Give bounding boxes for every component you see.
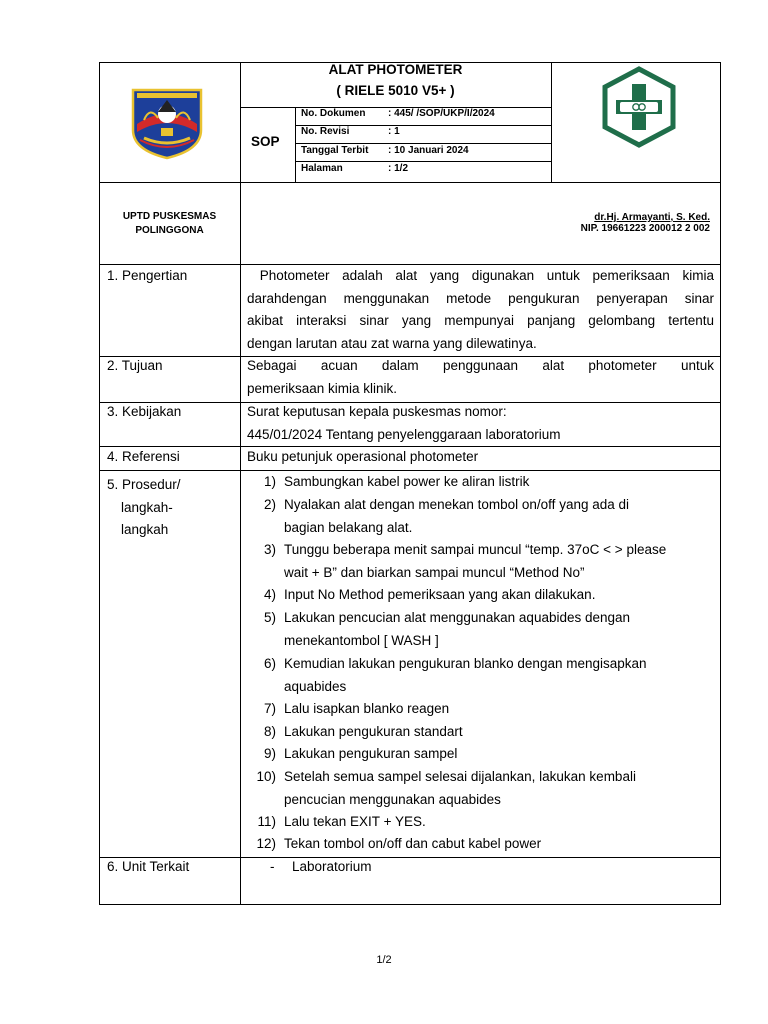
unit-terkait-value: Laboratorium xyxy=(292,859,372,874)
section-referensi-content: Buku petunjuk operasional photometer xyxy=(247,449,479,464)
sop-label: SOP xyxy=(251,134,280,149)
document-title: ALAT PHOTOMETER xyxy=(328,62,463,77)
signer-block xyxy=(551,212,710,234)
section-label-unit-terkait: 6. Unit Terkait xyxy=(107,859,190,874)
section-label-kebijakan: 3. Kebijakan xyxy=(107,404,182,419)
meta-value-no-revisi: : 1 xyxy=(388,126,400,137)
meta-value-halaman: : 1/2 xyxy=(388,163,409,174)
meta-value-no-dokumen: : 445/ /SOP/UKP/I/2024 xyxy=(388,108,495,119)
meta-label-no-revisi: No. Revisi xyxy=(301,126,350,137)
section-label-tujuan: 2. Tujuan xyxy=(107,358,163,373)
unit-terkait-bullet: - xyxy=(270,859,275,874)
section-label-prosedur: 5. Prosedur/ langkah- langkah xyxy=(107,477,181,538)
meta-value-tanggal-terbit: : 10 Januari 2024 xyxy=(388,145,469,156)
meta-label-no-dokumen: No. Dokumen xyxy=(301,108,366,119)
page-number: 1/2 xyxy=(376,954,392,966)
regional-emblem-icon xyxy=(128,84,206,160)
section-label-pengertian: 1. Pengertian xyxy=(107,268,188,283)
meta-label-halaman: Halaman xyxy=(301,163,343,174)
meta-label-tanggal-terbit: Tanggal Terbit xyxy=(301,145,369,156)
section-label-referensi: 4. Referensi xyxy=(107,449,180,464)
signer-nip: NIP. 19661223 200012 2 002 xyxy=(580,223,710,234)
puskesmas-cross-icon xyxy=(598,66,680,148)
signer-name: dr.Hj. Armayanti, S. Ked. xyxy=(594,212,710,223)
document-subtitle: ( RIELE 5010 V5+ ) xyxy=(336,83,455,98)
organization-name: UPTD PUSKESMAS POLINGGONA xyxy=(122,211,217,236)
